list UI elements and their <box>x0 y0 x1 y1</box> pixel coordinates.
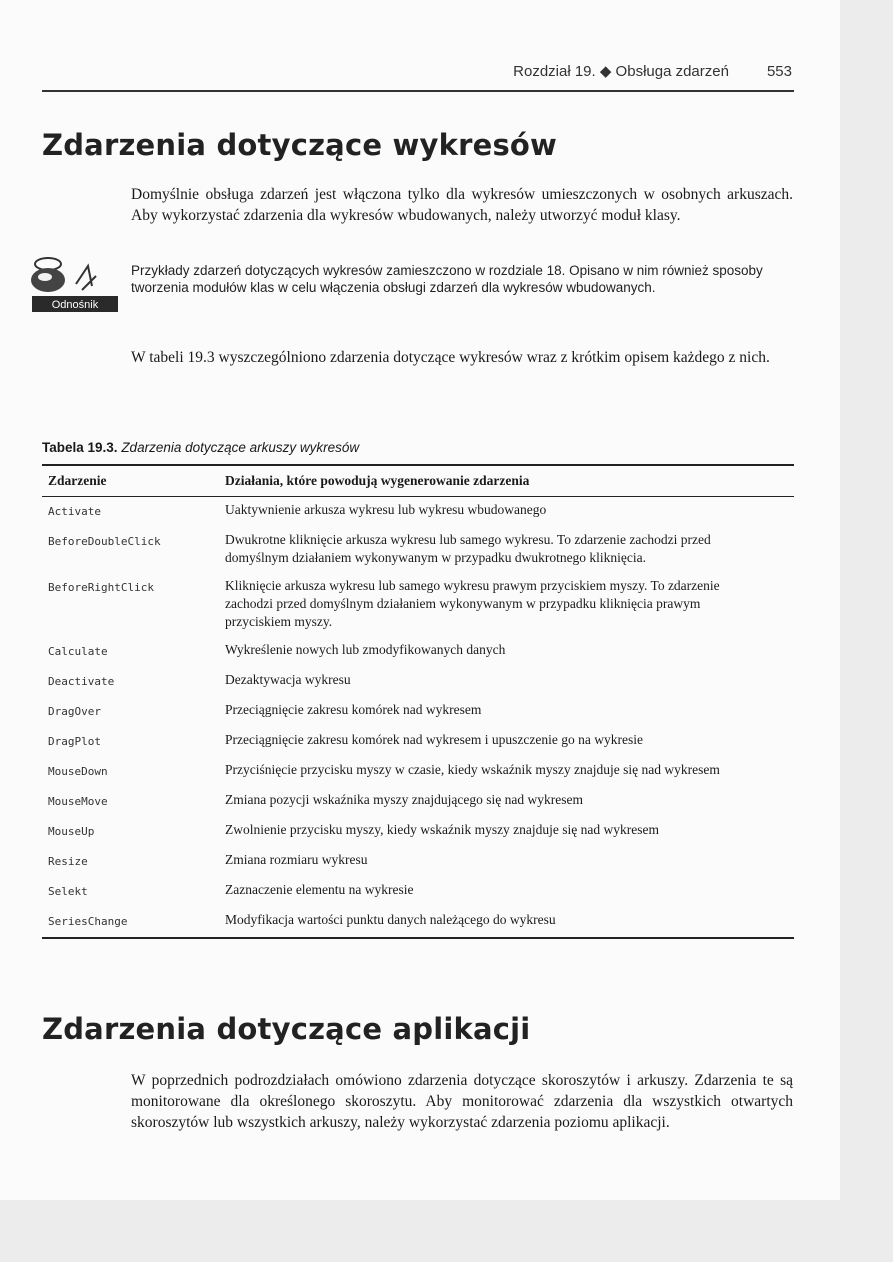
note-label: Odnośnik <box>51 299 99 311</box>
table-row <box>42 497 794 528</box>
table-row <box>42 817 794 847</box>
table-header-row <box>42 465 794 497</box>
event-name: MouseMove <box>48 795 108 808</box>
event-name: BeforeDoubleClick <box>48 535 161 548</box>
event-description: Dezaktywacja wykresu <box>225 672 351 687</box>
reference-note-text: Przykłady zdarzeń dotyczących wykresów zamieszczono w rozdziale 18. Opisano w nim również sposoby tworzenia modułów klas w celu włączenia obsługi zdarzeń dla wykresów wbudowanych. <box>131 263 763 295</box>
event-description: Zwolnienie przycisku myszy, kiedy wskaźnik myszy znajduje się nad wykresem <box>225 822 660 837</box>
table-row <box>42 907 794 938</box>
event-description: Przeciągnięcie zakresu komórek nad wykresem i upuszczenie go na wykresie <box>225 732 643 747</box>
event-description: Dwukrotne kliknięcie arkusza wykresu lub samego wykresu. To zdarzenie zachodzi przed domyślnym działaniem wykonywanym w przypadku dwukrotnego kliknięcia. <box>225 532 711 565</box>
reference-note-icon <box>26 254 120 314</box>
event-name: BeforeRightClick <box>48 581 154 594</box>
running-head <box>42 62 792 80</box>
cross-reference-icon <box>26 254 120 314</box>
event-name: SeriesChange <box>48 915 128 928</box>
table-row <box>42 847 794 877</box>
table-row <box>42 787 794 817</box>
header-rule <box>42 90 794 92</box>
chapter-title: Rozdział 19. ◆ Obsługa zdarzeń <box>513 63 729 80</box>
event-description: Zmiana pozycji wskaźnika myszy znajdującego się nad wykresem <box>225 792 584 807</box>
table-lead-paragraph: W tabeli 19.3 wyszczególniono zdarzenia dotyczące wykresów wraz z krótkim opisem każdego z nich. <box>131 349 770 366</box>
event-description: Modyfikacja wartości punktu danych należącego do wykresu <box>225 912 556 927</box>
event-description: Przyciśnięcie przycisku myszy w czasie, kiedy wskaźnik myszy znajduje się nad wykresem <box>225 762 720 777</box>
event-description: Kliknięcie arkusza wykresu lub samego wykresu prawym przyciskiem myszy. To zdarzenie zachodzi przed domyślnym działaniem wykonywanym w przypadku kliknięcia prawym przyciskiem myszy. <box>225 578 720 629</box>
header-event: Zdarzenie <box>42 465 219 497</box>
event-name: MouseUp <box>48 825 95 838</box>
table-row <box>42 667 794 697</box>
table-row <box>42 877 794 907</box>
table-number: Tabela 19.3. <box>42 440 118 455</box>
event-name: Activate <box>48 505 101 518</box>
event-description: Uaktywnienie arkusza wykresu lub wykresu wbudowanego <box>225 502 547 517</box>
header-actions: Działania, które powodują wygenerowanie zdarzenia <box>219 465 794 497</box>
event-description: Przeciągnięcie zakresu komórek nad wykresem <box>225 702 482 717</box>
event-name: Calculate <box>48 645 108 658</box>
event-name: DragPlot <box>48 735 101 748</box>
event-description: Zaznaczenie elementu na wykresie <box>225 882 414 897</box>
intro-paragraph: Domyślnie obsługa zdarzeń jest włączona tylko dla wykresów umieszczonych w osobnych arkuszach. Aby wykorzystać zdarzenia dla wykresów wbudowanych, należy utworzyć moduł klasy. <box>131 186 793 224</box>
table-row <box>42 637 794 667</box>
event-description: Wykreślenie nowych lub zmodyfikowanych danych <box>225 642 506 657</box>
application-paragraph: W poprzednich podrozdziałach omówiono zdarzenia dotyczące skoroszytów i arkuszy. Zdarzenia te są monitorowane dla określonego skoroszytu. Aby monitorować zdarzenia dla wszystkich otwartych skoroszytów lub wszystkich arkuszy, należy wykorzystać zdarzenia poziomu aplikacji. <box>131 1072 793 1131</box>
event-name: MouseDown <box>48 765 108 778</box>
event-name: Deactivate <box>48 675 115 688</box>
events-table <box>42 464 794 939</box>
table-title: Zdarzenia dotyczące arkuszy wykresów <box>121 440 360 455</box>
section-title-charts: Zdarzenia dotyczące wykresów <box>42 128 558 162</box>
event-description: Zmiana rozmiaru wykresu <box>225 852 368 867</box>
table-row <box>42 697 794 727</box>
page-number: 553 <box>766 63 792 80</box>
table-row <box>42 573 794 637</box>
table-caption <box>42 440 359 455</box>
event-name: DragOver <box>48 705 101 718</box>
table-row <box>42 727 794 757</box>
table-row <box>42 757 794 787</box>
table-row <box>42 527 794 573</box>
event-name: Resize <box>48 855 88 868</box>
section-title-application: Zdarzenia dotyczące aplikacji <box>42 1012 531 1046</box>
event-name: Selekt <box>48 885 88 898</box>
